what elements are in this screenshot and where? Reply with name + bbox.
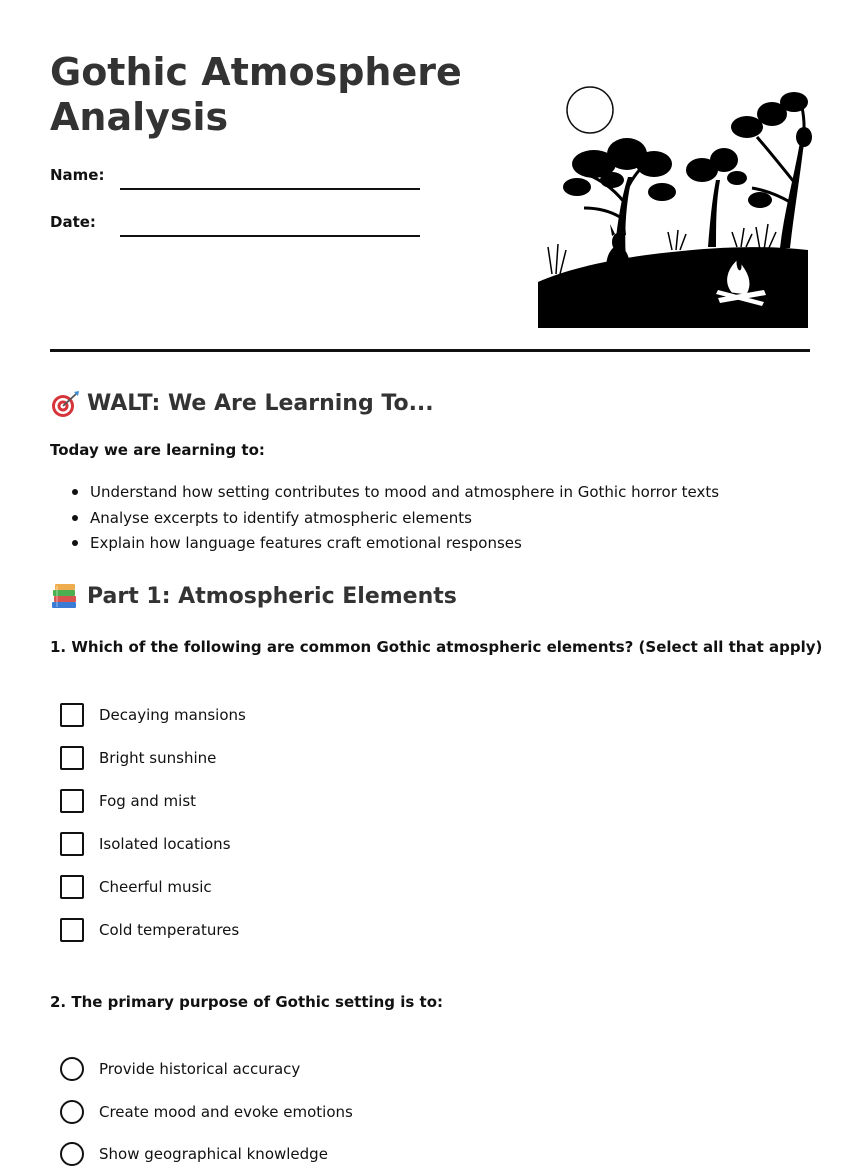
target-icon <box>50 390 80 418</box>
date-label: Date: <box>50 213 96 231</box>
option-label: Cold temperatures <box>99 921 240 939</box>
question-1: 1. Which of the following are common Gothic atmospheric elements? (Select all that apply) <box>50 638 823 656</box>
part1-heading <box>50 583 457 611</box>
option-label: Show geographical knowledge <box>99 1145 328 1163</box>
books-icon <box>50 583 80 611</box>
checkbox-option-isolated-locations[interactable] <box>60 831 231 857</box>
checkbox-option-decaying-mansions[interactable] <box>60 702 246 728</box>
option-label: Decaying mansions <box>99 706 246 724</box>
walt-heading-text: WALT: We Are Learning To... <box>87 391 434 416</box>
kangaroo-campfire-night-scene-icon <box>532 82 814 334</box>
walt-heading <box>50 390 434 418</box>
checkbox-option-cold-temperatures[interactable] <box>60 917 239 943</box>
checkbox[interactable] <box>60 703 84 727</box>
part1-heading-text: Part 1: Atmospheric Elements <box>87 584 457 609</box>
list-item: Explain how language features craft emotional responses <box>50 532 719 558</box>
list-item: Analyse excerpts to identify atmospheric elements <box>50 507 719 533</box>
walt-intro: Today we are learning to: <box>50 441 265 459</box>
list-item: Understand how setting contributes to mood and atmosphere in Gothic horror texts <box>50 481 719 507</box>
header-divider <box>50 349 810 352</box>
radio-option-geographical-knowledge[interactable] <box>60 1141 328 1167</box>
date-field-row <box>50 207 430 237</box>
checkbox[interactable] <box>60 789 84 813</box>
moon-icon <box>567 87 613 133</box>
name-field[interactable] <box>120 188 420 190</box>
name-field-row <box>50 160 430 190</box>
option-label: Cheerful music <box>99 878 212 896</box>
page-title: Gothic Atmosphere Analysis <box>50 50 462 139</box>
checkbox-option-bright-sunshine[interactable] <box>60 745 216 771</box>
question-2: 2. The primary purpose of Gothic setting is to: <box>50 993 444 1011</box>
radio-button[interactable] <box>60 1057 84 1081</box>
checkbox[interactable] <box>60 875 84 899</box>
checkbox[interactable] <box>60 832 84 856</box>
checkbox-option-fog-and-mist[interactable] <box>60 788 196 814</box>
name-label: Name: <box>50 166 105 184</box>
option-label: Create mood and evoke emotions <box>99 1103 353 1121</box>
option-label: Bright sunshine <box>99 749 217 767</box>
option-label: Fog and mist <box>99 792 197 810</box>
option-label: Isolated locations <box>99 835 231 853</box>
objectives-list <box>50 481 719 558</box>
radio-button[interactable] <box>60 1142 84 1166</box>
radio-option-mood-and-emotions[interactable] <box>60 1099 353 1125</box>
radio-option-historical-accuracy[interactable] <box>60 1056 300 1082</box>
checkbox-option-cheerful-music[interactable] <box>60 874 212 900</box>
radio-button[interactable] <box>60 1100 84 1124</box>
option-label: Provide historical accuracy <box>99 1060 301 1078</box>
checkbox[interactable] <box>60 918 84 942</box>
date-field[interactable] <box>120 235 420 237</box>
checkbox[interactable] <box>60 746 84 770</box>
